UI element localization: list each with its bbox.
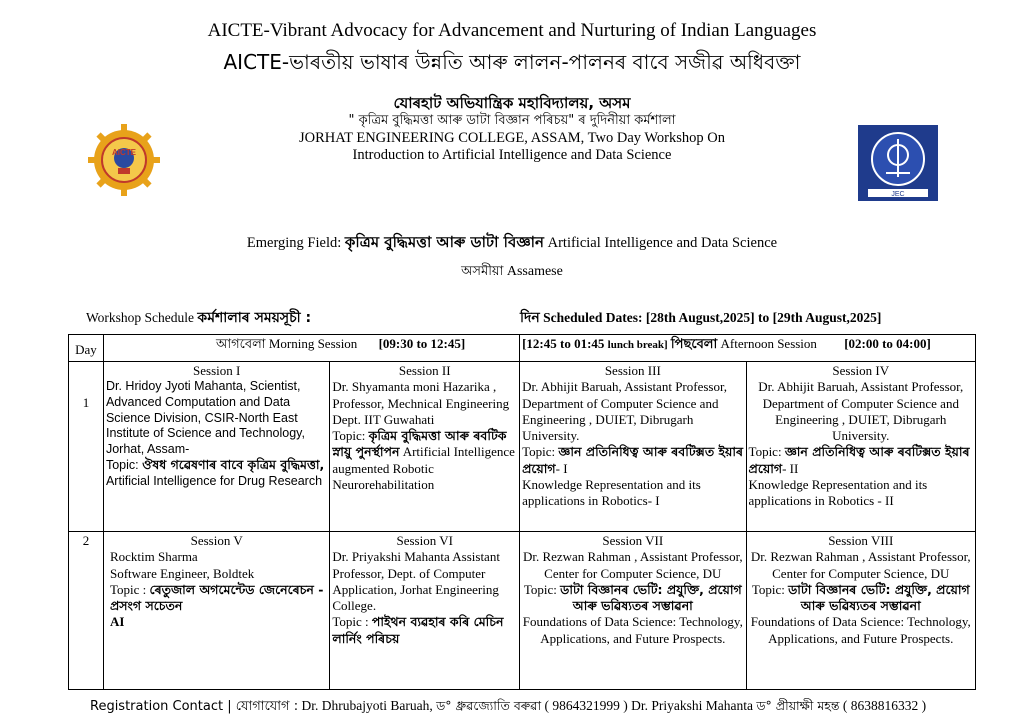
- table-row: [69, 362, 976, 532]
- scheduled-dates: [520, 306, 881, 330]
- aicte-logo: [88, 124, 160, 196]
- college-name-english: JORHAT ENGINEERING COLLEGE, ASSAM, Two Day Workshop On: [299, 130, 725, 146]
- contact1-phone: ( 9864321999 ): [544, 698, 628, 713]
- session-cell: Session VIII Dr. Rezwan Rahman , Assistant Professor, Center for Computer Science, DU Topic: ডাটা বিজ্ঞানৰ ভেটি: প্ৰযুক্তি, প্ৰয়োগ আৰু ভৱিষ্যতৰ সম্ভাৱনা Foundations of Data Science: Technology, Applications, and Future Prospects.: [746, 532, 975, 690]
- contact-label: Registration Contact | যোগাযোগ :: [90, 699, 299, 714]
- language-assamese: অসমীয়া: [461, 264, 504, 279]
- language-line: [0, 262, 1024, 283]
- title-assamese: AICTE-ভাৰতীয় ভাষাৰ উন্নতি আৰু লালন-পালনৰ বাবে সজীৱ অধিবক্তা: [223, 50, 801, 74]
- aicte-logo-label: AICTE: [112, 148, 136, 157]
- workshop-name-english: Introduction to Artificial Intelligence and Data Science: [352, 147, 672, 163]
- morning-session-header: আগবেলা Morning Session [09:30 to 12:45]: [103, 335, 519, 362]
- day-header: Day: [69, 335, 104, 362]
- table-header-row: [69, 335, 976, 362]
- title-english: AICTE-Vibrant Advocacy for Advancement and Nurturing of Indian Languages: [207, 20, 817, 41]
- day-number: 2: [69, 532, 104, 690]
- session-cell: Session VI Dr. Priyakshi Mahanta Assistant Professor, Dept. of Computer Application, Jorhat Engineering College. Topic : পাইথন ব্যৱহাৰ কৰি মেচিন লাৰ্নিং পৰিচয়: [330, 532, 520, 690]
- session-cell: Session IV Dr. Abhijit Baruah, Assistant Professor, Department of Computer Science and Engineering , DUIET, Dibrugarh University. Topic: জ্ঞান প্রতিনিধিত্ব আৰু ৰবটিক্সত ইয়াৰ প্রয়োগ- II Knowledge Representation and its applications in Robotics - II: [746, 362, 975, 532]
- contact1-name-assamese: ড° ধ্ৰুৱজ্যোতি বৰুৱা: [436, 698, 542, 713]
- session-cell: Session III Dr. Abhijit Baruah, Assistant Professor, Department of Computer Science and Engineering , DUIET, Dibrugarh University. Topic: জ্ঞান প্রতিনিধিত্ব আৰু ৰবটিক্সত ইয়াৰ প্রয়োগ- I Knowledge Representation and its applications in Robotics- I: [520, 362, 746, 532]
- registration-contact: [90, 697, 926, 718]
- table-row: [69, 532, 976, 690]
- session-cell: Session V Rocktim Sharma Software Engineer, Boldtek Topic : ৰেতুজাল অগমেন্টেড জেনেৰেচন - প্ৰসংগ সচেতন AI: [103, 532, 329, 690]
- session-cell: Session VII Dr. Rezwan Rahman , Assistant Professor, Center for Computer Science, DU Topic: ডাটা বিজ্ঞানৰ ভেটি: প্ৰযুক্তি, প্ৰয়োগ আৰু ভৱিষ্যতৰ সম্ভাৱনা Foundations of Data Science: Technology, Applications, and Future Prospects.: [520, 532, 746, 690]
- contact2-name-assamese: ড° প্ৰীয়াক্ষী মহন্ত: [756, 698, 840, 713]
- contact1-name-english: Dr. Dhrubajyoti Baruah,: [301, 698, 433, 713]
- session-cell: Session II Dr. Shyamanta moni Hazarika , Professor, Mechnical Engineering Dept. IIT Guwahati Topic: কৃত্ৰিম বুদ্ধিমত্তা আৰু ৰবটিক স্নায়ু পুনৰ্স্থাপন Artificial Intelligence augmented Robotic Neurorehabilitation: [330, 362, 520, 532]
- workshop-schedule-label: [86, 306, 311, 330]
- afternoon-session-header: [12:45 to 01:45 lunch break] পিছবেলা Afternoon Session [02:00 to 04:00]: [520, 335, 976, 362]
- emerging-field: [0, 231, 1024, 256]
- emerging-field-label: Emerging Field:: [246, 235, 342, 251]
- emerging-field-assamese: কৃত্ৰিম বুদ্ধিমত্তা আৰু ডাটা বিজ্ঞান: [344, 233, 544, 251]
- contact2-name-english: Dr. Priyakshi Mahanta: [631, 698, 753, 713]
- dates-label-assamese: দিন: [520, 310, 540, 326]
- schedule-label-assamese: কর্মশালাৰ সময়সূচী :: [197, 310, 312, 326]
- contact2-phone: ( 8638816332 ): [842, 698, 927, 713]
- day-number: 1: [69, 362, 104, 532]
- schedule-table: [68, 334, 976, 690]
- jec-logo: [858, 125, 938, 201]
- workshop-name-assamese: " কৃত্ৰিম বুদ্ধিমত্তা আৰু ডাটা বিজ্ঞান পৰিচয়" ৰ দুদিনীয়া কর্মশালা: [348, 113, 676, 128]
- emerging-field-english: Artificial Intelligence and Data Science: [547, 235, 778, 251]
- dates-label-english: Scheduled Dates: [28th August,2025] to [29th August,2025]: [543, 310, 882, 325]
- session-cell: Session I Dr. Hridoy Jyoti Mahanta, Scientist, Advanced Computation and Data Science Division, CSIR-North East Institute of Science and Technology, Jorhat, Assam- Topic: ঔষধ গৱেষণাৰ বাবে কৃত্ৰিম বুদ্ধিমত্তা, Artificial Intelligence for Drug Research: [103, 362, 329, 532]
- college-name-assamese: যোৰহাট অভিযান্ত্রিক মহাবিদ্যালয়, অসম: [393, 94, 631, 112]
- language-english: Assamese: [506, 264, 563, 279]
- schedule-label-english: Workshop Schedule: [86, 310, 195, 325]
- jec-logo-label: JEC: [891, 191, 905, 198]
